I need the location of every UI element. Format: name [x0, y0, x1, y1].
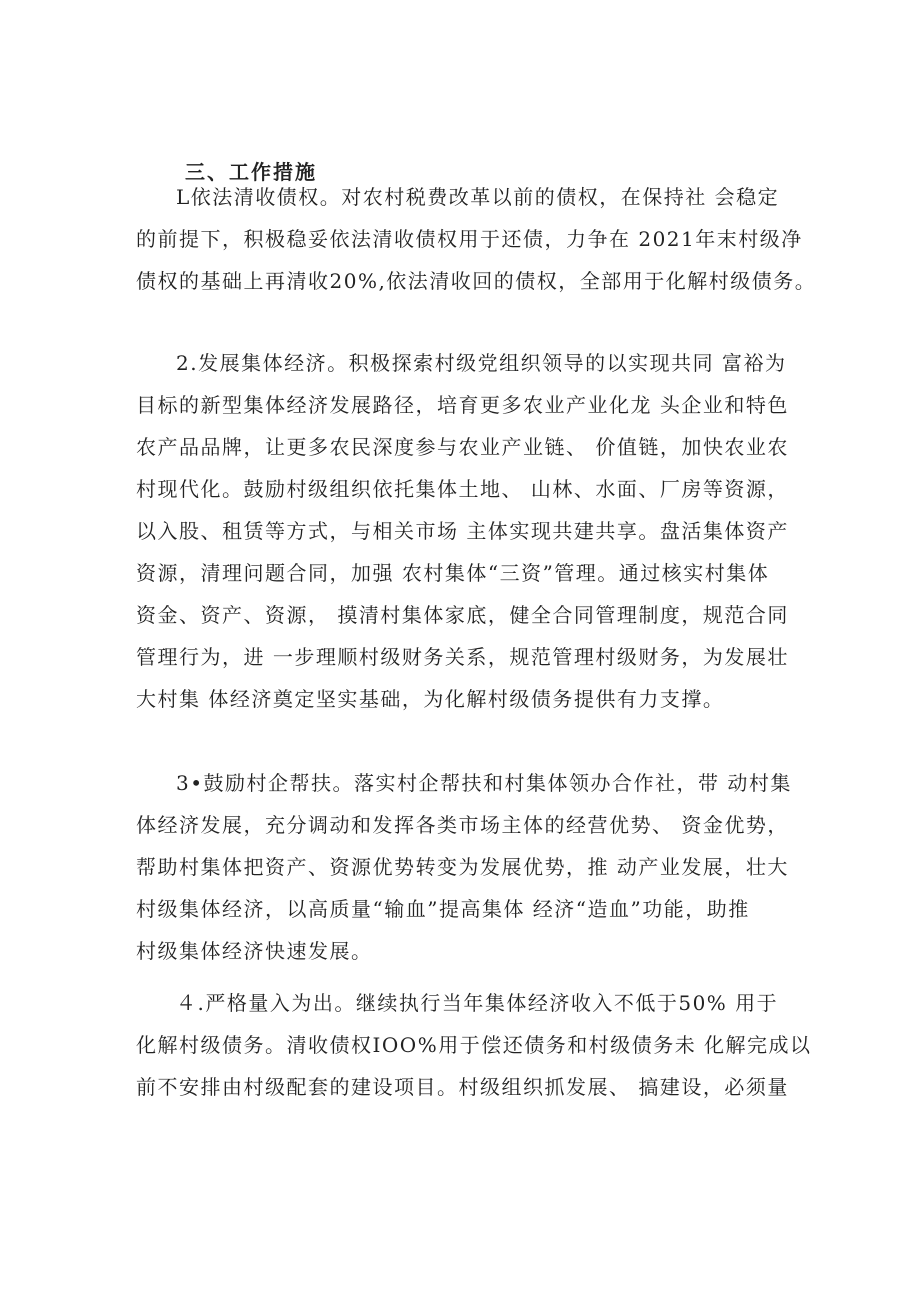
text-line: 以入股、租赁等方式，与相关市场 主体实现共建共享。盘活集体资产 [136, 519, 789, 543]
paragraph-enterprise-assistance [136, 762, 796, 972]
paragraph-collective-economy [136, 342, 796, 720]
text-line: 管理行为，进 一步理顺村级财务关系，规范管理村级财务，为发展壮 [136, 645, 789, 669]
text-line: 目标的新型集体经济发展路径，培育更多农业产业化龙 头企业和特色 [136, 393, 789, 417]
section-heading: 三、工作措施 [185, 160, 317, 184]
text-line: 3•鼓励村企帮扶。落实村企帮扶和村集体领办合作社，带 动村集 [176, 771, 792, 795]
text-line: 前不安排由村级配套的建设项目。村级组织抓发展、 搞建设，必须量 [136, 1075, 789, 1099]
text-line: 村现代化。鼓励村级组织依托集体土地、 山林、水面、厂房等资源， [136, 477, 789, 501]
text-line: 大村集 体经济奠定坚实基础，为化解村级债务提供有力支撑。 [136, 687, 725, 711]
text-line: 资金、资产、资源， 摸清村集体家底，健全合同管理制度，规范合同 [136, 603, 789, 627]
text-line: 农产品品牌，让更多农民深度参与农业产业链、 价值链，加快农业农 [136, 435, 789, 459]
text-line: 化解村级债务。清收债权IOO%用于偿还债务和村级债务未 化解完成以 [136, 1033, 812, 1057]
text-line: 资源，清理问题合同，加强 农村集体“三资”管理。通过核实村集体 [136, 561, 770, 585]
text-line: 的前提下，积极稳妥依法清收债权用于还债，力争在 2021年末村级净 [136, 227, 803, 251]
text-line: 2.发展集体经济。积极探索村级党组织领导的以实现共同 富裕为 [176, 351, 787, 375]
paragraph-spending-control [136, 982, 812, 1108]
text-line: 体经济发展，充分调动和发挥各类市场主体的经营优势、 资金优势， [136, 813, 789, 837]
text-line: ４.严格量入为出。继续执行当年集体经济收入不低于50% 用于 [176, 991, 779, 1015]
text-line: 村级集体经济，以高质量“输血”提高集体 经济“造血”功能，助推 [136, 897, 750, 921]
paragraph-debt-collection [136, 176, 817, 302]
text-line: 帮助村集体把资产、资源优势转变为发展优势，推 动产业发展，壮大 [136, 855, 789, 879]
text-line: 村级集体经济快速发展。 [136, 939, 373, 963]
text-line: L依法清收债权。对农村税费改革以前的债权，在保持社 会稳定 [176, 185, 780, 209]
text-line: 债权的基础上再清收20%,依法清收回的债权，全部用于化解村级债务。 [136, 269, 817, 293]
